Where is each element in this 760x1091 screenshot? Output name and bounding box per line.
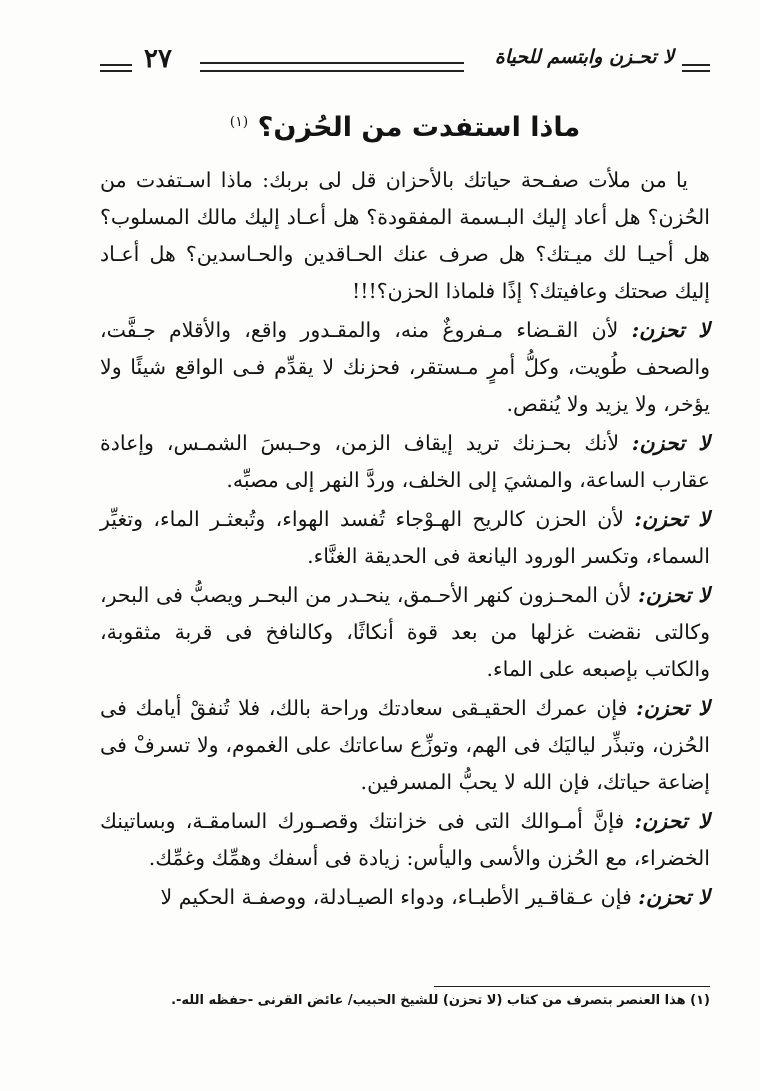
book-title: لا تحـزن وابتسم للحياة bbox=[494, 46, 674, 68]
paragraph-lead: لا تحزن: bbox=[636, 696, 710, 720]
section-heading bbox=[100, 112, 710, 143]
section-title: ماذا استفدت من الحُزن؟ bbox=[257, 112, 581, 143]
footnote-ref: (١) bbox=[229, 114, 249, 130]
header-rule bbox=[200, 62, 464, 72]
paragraph: لا تحزن: لأنك بحـزنك تريد إيقاف الزمن، وحـبسَ الشمـس، وإعادة عقارب الساعة، والمشيَ إلى الخلف، وردَّ النهر إلى مصبِّه. bbox=[100, 431, 710, 492]
paragraph-lead: لا تحزن: bbox=[634, 809, 710, 833]
paragraph-lead: لا تحزن: bbox=[634, 507, 710, 531]
header-ornament-left bbox=[100, 64, 132, 66]
running-header bbox=[100, 40, 710, 80]
footnote-rule bbox=[434, 986, 710, 987]
paragraph-lead: لا تحزن: bbox=[638, 583, 710, 607]
paragraph: لا تحزن: لأن الحزن كالريح الهـوْجاء تُفسد الهواء، وتُبعثـر الماء، وتغيِّر السماء، وتكسر الورود اليانعة فى الحديقة الغنَّاء. bbox=[100, 507, 710, 568]
page-number: ٢٧ bbox=[144, 44, 172, 74]
paragraph: لا تحزن: لأن المحـزون كنهر الأحـمق، ينحـدر من البحـر ويصبُّ فى البحر، وكالتى نقضت غزلها من بعد قوة أنكاثًا، وكالنافخ فى قربة مثقوبة، والكاتب بإصبعه على الماء. bbox=[100, 583, 710, 681]
paragraph: لا تحزن: فإن عـقاقـير الأطبـاء، ودواء الصيـادلة، ووصفـة الحكيم لا bbox=[160, 885, 710, 909]
header-ornament-right bbox=[682, 64, 710, 66]
paragraph: لا تحزن: فإنَّ أمـوالك التى فى خزانتك وقصـورك السامقـة، وبساتينك الخضراء، مع الحُزن والأسى واليأس: زيادة فى أسفك وهمِّك وغمِّك. bbox=[100, 809, 710, 870]
paragraph: لا تحزن: لأن القـضاء مـفروغٌ منه، والمقـدور واقع، والأقلام جـفَّت، والصحف طُويت، وكلُّ أمرٍ مـستقر، فحزنك لا يقدِّم فـى الواقع شيئًا ولا يؤخر، ولا يزيد ولا يُنقص. bbox=[100, 318, 710, 416]
paragraph: يا من ملأت صفـحة حياتك بالأحزان قل لى بربك: ماذا اسـتفدت من الحُزن؟ هل أعاد إليك البـسمة المفقودة؟ هل أعـاد إليك مالك المسلوب؟ هل أحيـا لك ميـتك؟ هل صرف عنك الحـاقدين والحـاسدين؟ هل أعـاد إليك صحتك وعافيتك؟ إذًا فلماذا الحزن؟!!! bbox=[100, 168, 710, 303]
footnote: (١) هذا العنصر بتصرف من كتاب (لا تحزن) للشيخ الحبيب/ عائض القرنى -حفظه الله-. bbox=[171, 993, 710, 1008]
paragraph-lead: لا تحزن: bbox=[638, 885, 710, 909]
paragraph-lead: لا تحزن: bbox=[631, 318, 710, 342]
paragraph-lead: لا تحزن: bbox=[631, 431, 710, 455]
paragraph: لا تحزن: فإن عمرك الحقيـقى سعادتك وراحة بالك، فلا تُنفقْ أيامك فى الحُزن، وتبذِّر لياليَك فى الهم، وتوزِّع ساعاتك على الغموم، ولا تسرفْ فى إضاعة حياتك، فإن الله لا يحبُّ المسرفين. bbox=[100, 696, 710, 794]
body-text bbox=[100, 162, 710, 918]
